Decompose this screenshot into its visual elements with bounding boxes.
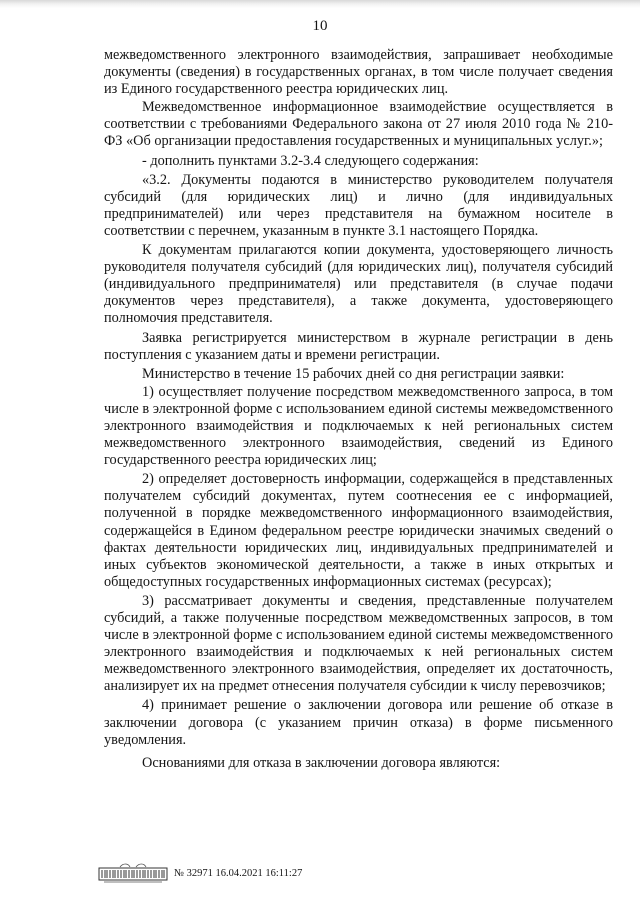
- paragraph-continuation: межведомственного электронного взаимодействия, запрашивает необходимые документы (сведения) в государственных органах, в том числе получает сведения из Единого государственного реестра юридических лиц.: [104, 47, 613, 98]
- paragraph-amendment-intro: - дополнить пунктами 3.2-3.4 следующего содержания:: [142, 152, 479, 169]
- list-item-3: 3) рассматривает документы и сведения, представленные получателем субсидий, а также полученные посредством межведомственных запросов, в том числе в электронной форме с использованием единой системы межведомственного электронного взаимодействия и подключаемых к ней региональных систем межведомственного электронного взаимодействия, определяет их достаточность, анализирует их на предмет отнесения получателя субсидии к числу перевозчиков;: [104, 592, 613, 695]
- list-item-2: 2) определяет достоверность информации, содержащейся в представленных получателем субсидий документах, путем соотнесения ее с информацией, полученной в порядке межведомственного информационного взаимодействия, содержащейся в Едином федеральном реестре юридически значимых сведений о фактах деятельности юридических лиц, индивидуальных предпринимателей и иных субъектов экономической деятельности, а также в иных открытых и общедоступных государственных информационных системах (ресурсах);: [104, 471, 613, 590]
- footer: [98, 862, 498, 884]
- document-registration-id: № 32971 16.04.2021 16:11:27: [174, 867, 303, 879]
- paragraph-3-2: «3.2. Документы подаются в министерство руководителем получателя субсидий (для юридических лиц) и лично (для индивидуальных предпринимателей) или через представителя на бумажном носителе в соответствии с перечнем, указанным в пункте 3.1 настоящего Порядка.: [104, 171, 613, 239]
- scan-edge: [0, 0, 640, 8]
- barcode-stamp-icon: [98, 862, 168, 884]
- page-number: 10: [312, 18, 328, 34]
- paragraph-copies: К документам прилагаются копии документа, удостоверяющего личность руководителя получателя субсидий (для юридических лиц), получателя субсидий (индивидуального предпринимателя) или представителя (в случае подачи документов через представителя), а также документа, удостоверяющего полномочия представителя.: [104, 242, 613, 327]
- paragraph-refusal-grounds: Основаниями для отказа в заключении договора являются:: [142, 754, 501, 771]
- paragraph-registration: Заявка регистрируется министерством в журнале регистрации в день поступления с указанием даты и времени регистрации.: [104, 329, 613, 363]
- list-item-4: 4) принимает решение о заключении договора или решение об отказе в заключении договора (с указанием причин отказа) в форме письменного уведомления.: [104, 697, 613, 748]
- paragraph-interaction: Межведомственное информационное взаимодействие осуществляется в соответствии с требованиями Федерального закона от 27 июля 2010 года № 210-ФЗ «Об организации предоставления государственных и муниципальных услуг.»;: [104, 99, 613, 150]
- list-item-1: 1) осуществляет получение посредством межведомственного запроса, в том числе в электронной форме с использованием единой системы межведомственного электронного взаимодействия и подключаемых к ней региональных систем межведомственного электронного взаимодействия, сведений из Единого государственного реестра юридических лиц;: [104, 383, 613, 469]
- document-body: [104, 47, 613, 774]
- paragraph-ministry-term: Министерство в течение 15 рабочих дней со дня регистрации заявки:: [142, 365, 565, 382]
